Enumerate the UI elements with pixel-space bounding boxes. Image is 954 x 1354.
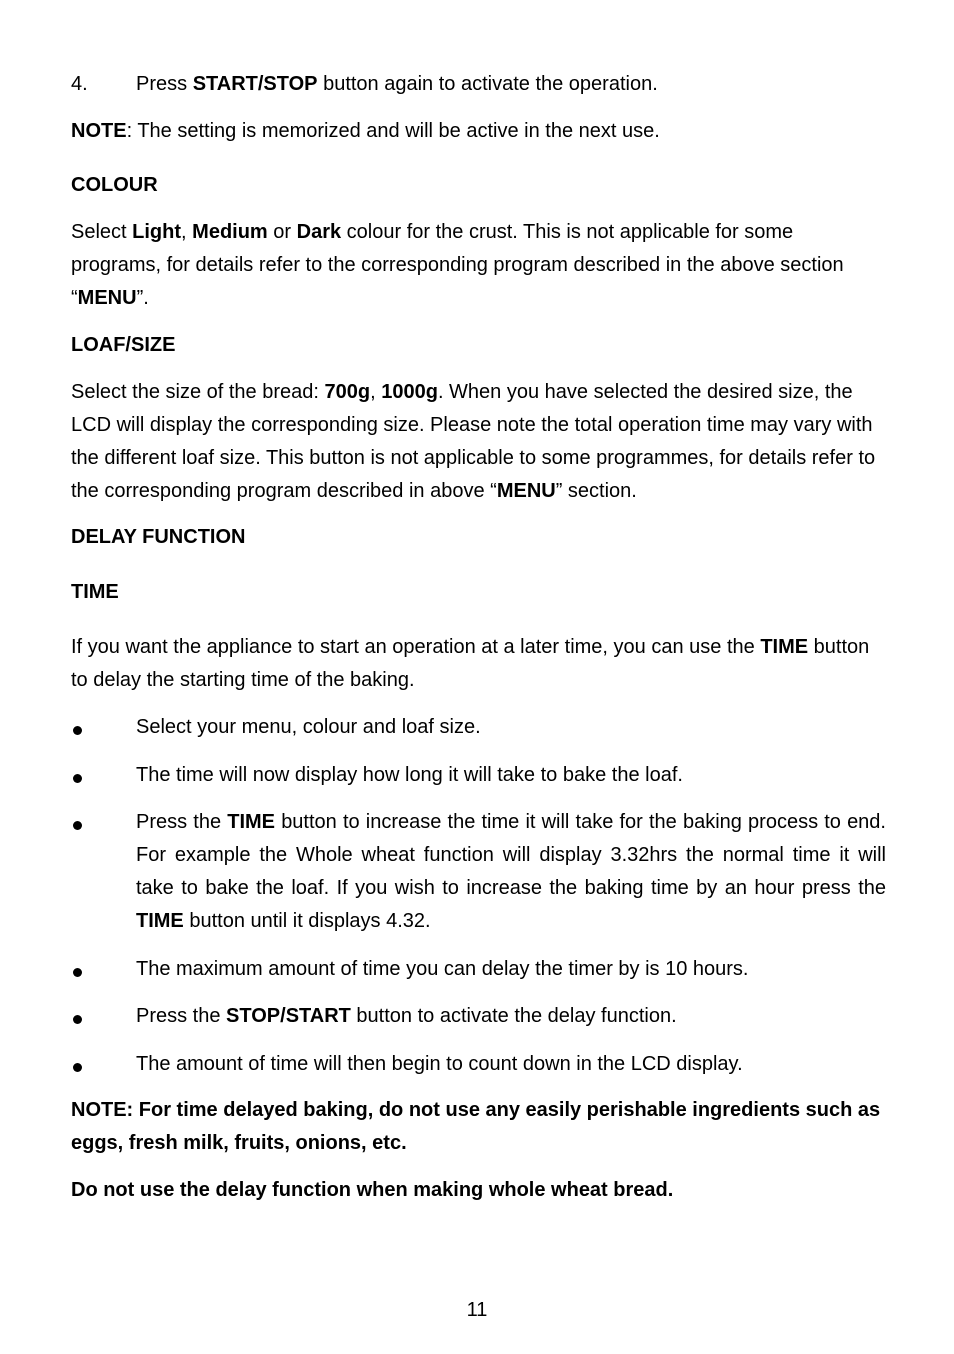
delay-function-heading: DELAY FUNCTION (71, 526, 246, 548)
list-item-text: Select your menu, colour and loaf size. (136, 716, 481, 738)
note-whole-wheat: Do not use the delay function when making whole wheat bread. (71, 1179, 674, 1201)
list-item (71, 759, 886, 792)
step-4-text: Press START/STOP button again to activate the operation. (136, 73, 658, 95)
list-item-text: The amount of time will then begin to count down in the LCD display. (136, 1053, 743, 1075)
list-item-text: The time will now display how long it will take to bake the loaf. (136, 764, 683, 786)
page-number: 11 (466, 1299, 488, 1321)
bullet-icon (73, 1015, 82, 1024)
bullet-icon (73, 1063, 82, 1072)
list-item (71, 1000, 886, 1033)
list-item-text: Press the STOP/START button to activate the delay function. (136, 1005, 677, 1027)
bullet-icon (73, 774, 82, 783)
step-4 (71, 68, 886, 101)
bullet-icon (73, 726, 82, 735)
list-item (71, 953, 886, 986)
colour-heading: COLOUR (71, 174, 158, 196)
bullet-icon (73, 821, 82, 830)
list-item (71, 806, 886, 938)
step-number: 4. (71, 73, 88, 95)
list-item (71, 711, 886, 744)
note-memorized: NOTE: The setting is memorized and will be active in the next use. (71, 120, 660, 142)
list-item-text: The maximum amount of time you can delay the timer by is 10 hours. (136, 958, 749, 980)
colour-paragraph: Select Light, Medium or Dark colour for the crust. This is not applicable for some programs, for details refer to the corresponding program described in the above section “MENU”. (71, 221, 844, 309)
loaf-size-paragraph: Select the size of the bread: 700g, 1000g. When you have selected the desired size, the LCD will display the corresponding size. Please note the total operation time may vary with the different loaf size. This button is not applicable to some programmes, for details refer to the corresponding program described in above “MENU” section. (71, 381, 876, 502)
time-intro-paragraph: If you want the appliance to start an operation at a later time, you can use the TIME button to delay the starting time of the baking. (71, 636, 870, 691)
note-perishable: NOTE: For time delayed baking, do not use any easily perishable ingredients such as eggs, fresh milk, fruits, onions, etc. (71, 1099, 881, 1154)
time-heading: TIME (71, 581, 119, 603)
loaf-size-heading: LOAF/SIZE (71, 334, 176, 356)
list-item (71, 1048, 886, 1081)
bullet-icon (73, 968, 82, 977)
list-item-text: Press the TIME button to increase the time it will take for the baking process to end. For example the Whole wheat function will display 3.32hrs the normal time it will take to bake the loaf. If you wish to increase the baking time by an hour press the TIME button until it displays 4.32. (136, 811, 886, 932)
